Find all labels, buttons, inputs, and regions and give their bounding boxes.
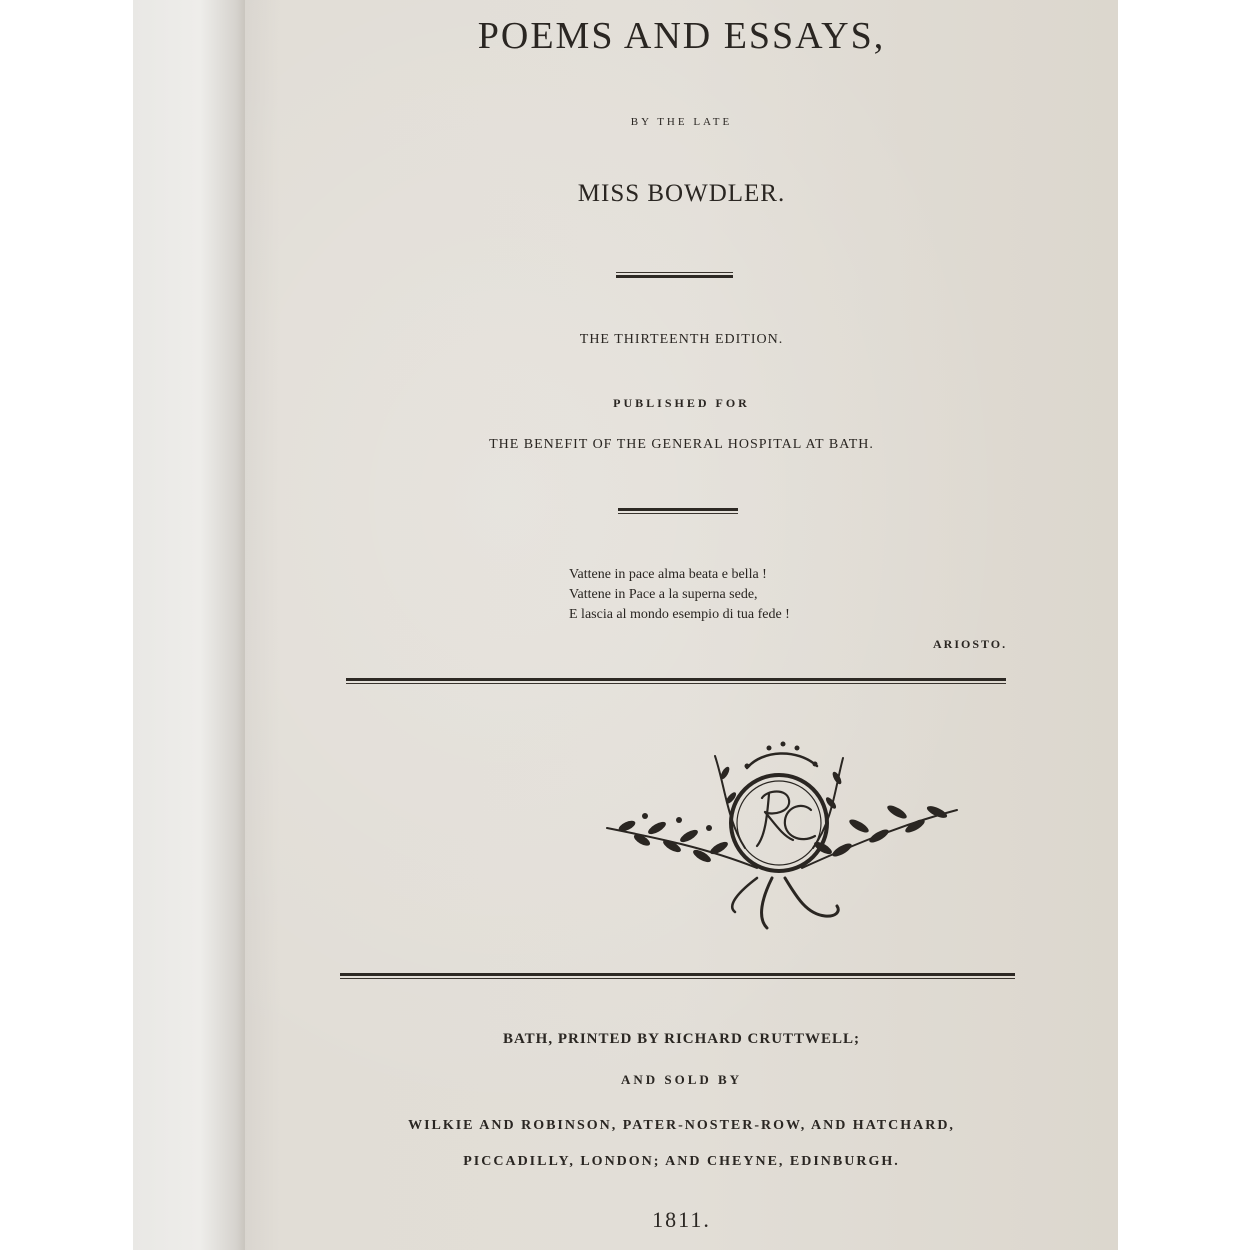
book-gutter	[133, 0, 245, 1250]
published-for-label: PUBLISHED FOR	[613, 396, 750, 410]
printer-line: BATH, PRINTED BY RICHARD CRUTTWELL;	[502, 1031, 861, 1047]
divider-rule	[618, 508, 738, 514]
byline: BY THE LATE	[630, 116, 733, 128]
epigraph-attribution: ARIOSTO.	[933, 637, 1008, 651]
epigraph-line: Vattene in pace alma beata e bella !	[569, 567, 767, 582]
benefit-statement: THE BENEFIT OF THE GENERAL HOSPITAL AT BATH.	[489, 437, 874, 452]
laurel-wreath-monogram-icon	[597, 728, 967, 938]
booksellers-line: WILKIE AND ROBINSON, PATER-NOSTER-ROW, AND HATCHARD,	[408, 1118, 955, 1133]
book-title: POEMS AND ESSAYS,	[477, 15, 886, 57]
section-rule	[346, 678, 1006, 684]
epigraph	[569, 565, 790, 625]
epigraph-line: Vattene in Pace a la superna sede,	[569, 587, 758, 602]
edition-statement: THE THIRTEENTH EDITION.	[579, 332, 784, 347]
publication-year: 1811.	[652, 1207, 711, 1232]
title-page	[245, 0, 1118, 1250]
book-photo	[133, 0, 1118, 1250]
booksellers-location-line: PICCADILLY, LONDON; AND CHEYNE, EDINBURGH.	[463, 1154, 900, 1169]
author-name: MISS BOWDLER.	[577, 180, 786, 207]
sold-by-line: AND SOLD BY	[620, 1072, 743, 1087]
section-rule	[340, 973, 1015, 979]
divider-rule	[616, 272, 733, 278]
epigraph-line: E lascia al mondo esempio di tua fede !	[569, 607, 790, 622]
